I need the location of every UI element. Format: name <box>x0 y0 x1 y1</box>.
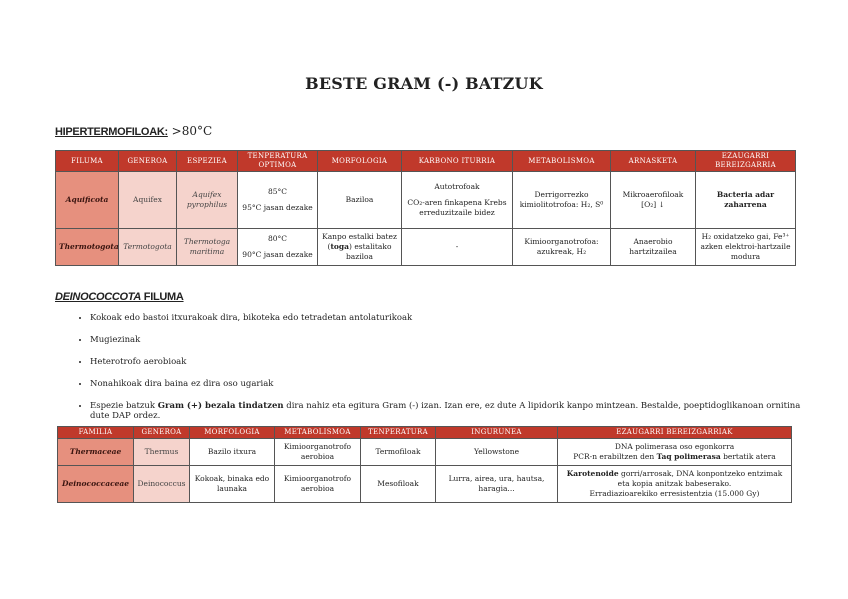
ezaugarria-line2-end: bertatik atera <box>720 452 776 461</box>
cell-familia: Deinococcaceae <box>58 466 134 503</box>
deinococcota-table <box>57 426 792 503</box>
table-header-row <box>56 151 796 172</box>
cell-filuma: Thermotogota <box>56 229 119 266</box>
header-metabolismoa: METABOLISMOA <box>513 151 611 172</box>
cell-morfologia <box>318 229 402 266</box>
cell-ezaugarria: H₂ oxidatzeko gai, Fe³⁺ azken elektroi-hartzaile modura <box>696 229 796 266</box>
arnasketa-type: Mikroaerofiloak <box>622 190 684 199</box>
morfologia-text: Kanpo estalki batez ( <box>322 232 397 251</box>
ezaugarria-bold: Karotenoide <box>566 469 619 478</box>
cell-metabolismoa: Kimioorganotrofo aerobioa <box>275 466 361 503</box>
cell-karbono <box>402 172 513 229</box>
header-generoa: GENEROA <box>134 427 190 439</box>
table-row <box>56 229 796 266</box>
morfologia-text-end: ) estalitako baziloa <box>345 242 392 261</box>
table-row <box>56 172 796 229</box>
ezaugarria-bold: Taq polimerasa <box>656 452 721 461</box>
bullet-bold: Gram (+) bezala tindatzen <box>157 401 284 411</box>
list-item: • Kokoak edo bastoi itxurakoak dira, bikoteka edo tetradetan antolaturikoak <box>90 313 820 323</box>
header-espeziea: ESPEZIEA <box>177 151 238 172</box>
header-generoa: GENEROA <box>119 151 177 172</box>
cell-metabolismoa: Kimioorganotrofoa: azukreak, H₂ <box>513 229 611 266</box>
cell-tenperatura: Termofiloak <box>361 439 436 466</box>
list-item: • Heterotrofo aerobioak <box>90 357 820 367</box>
cell-generoa: Aquifex <box>119 172 177 229</box>
header-ezaugarria: EZAUGARRI BEREIZGARRIA <box>696 151 796 172</box>
header-tenperatura: TENPERATURA OPTIMOA <box>238 151 318 172</box>
header-morfologia: MORFOLOGIA <box>190 427 275 439</box>
ezaugarria-line1: DNA polimerasa oso egonkorra <box>614 442 735 451</box>
cell-familia: Thermaceae <box>58 439 134 466</box>
cell-metabolismoa: Derrigorrezko kimiolitotrofoa: H₂, S⁰ <box>513 172 611 229</box>
cell-generoa: Thermus <box>134 439 190 466</box>
bullet-text: Espezie batzuk <box>90 401 158 411</box>
cell-metabolismoa: Kimioorganotrofo aerobioa <box>275 439 361 466</box>
hipertermofiloak-table <box>55 150 796 266</box>
cell-morfologia: Kokoak, binaka edo launaka <box>190 466 275 503</box>
bullet-list <box>70 313 820 433</box>
ezaugarria-line2: Erradiazioarekiko erresistentzia (15.000 Gy) <box>589 489 760 498</box>
cell-ingurunea: Lurra, airea, ura, hautsa, haragia... <box>436 466 558 503</box>
temp-max: 90°C jasan dezake <box>242 250 313 259</box>
section-hipertermofiloak <box>55 124 212 138</box>
section-value: >80°C <box>171 124 213 138</box>
cell-generoa: Deinococcus <box>134 466 190 503</box>
list-item: • Nonahikoak dira baina ez dira oso ugariak <box>90 379 820 389</box>
list-item: • Mugiezinak <box>90 335 820 345</box>
temp-max: 95°C jasan dezake <box>242 203 313 212</box>
cell-tenperatura: Mesofiloak <box>361 466 436 503</box>
section-label: HIPERTERMOFILOAK: <box>55 126 168 138</box>
temp-optimal: 80°C <box>267 234 288 243</box>
header-filuma: FILUMA <box>56 151 119 172</box>
cell-arnasketa <box>611 172 696 229</box>
header-familia: FAMILIA <box>58 427 134 439</box>
cell-ingurunea: Yellowstone <box>436 439 558 466</box>
arnasketa-detail: [O₂] ↓ <box>641 200 665 209</box>
cell-ezaugarria: Bacteria adar zaharrena <box>696 172 796 229</box>
list-item <box>90 401 820 421</box>
cell-filuma: Aquificota <box>56 172 119 229</box>
karbono-detail: CO₂-aren finkapena Krebs erreduzitzaile bidez <box>407 198 507 217</box>
header-arnasketa: ARNASKETA <box>611 151 696 172</box>
karbono-type: Autotrofoak <box>434 182 480 191</box>
cell-espeziea: Aquifex pyrophilus <box>177 172 238 229</box>
header-ingurunea: INGURUNEA <box>436 427 558 439</box>
cell-morfologia: Baziloa <box>318 172 402 229</box>
section-label-rest: FILUMA <box>141 291 184 303</box>
temp-optimal: 85°C <box>267 187 288 196</box>
cell-tenperatura <box>238 229 318 266</box>
header-tenperatura: TENPERATURA <box>361 427 436 439</box>
bullet-text-end: dira nahiz eta egitura Gram (-) izan. Izan ere, ez dute A lipidorik kanpo mintzean. Bestalde, poeptidoglikanoan ornitina dute DAP ordez. <box>90 401 801 421</box>
cell-generoa: Termotogota <box>119 229 177 266</box>
header-morfologia: MORFOLOGIA <box>318 151 402 172</box>
section-deinococcota <box>55 291 184 303</box>
cell-ezaugarriak <box>558 439 792 466</box>
table-row <box>58 466 792 503</box>
cell-arnasketa: Anaerobio hartzitzailea <box>611 229 696 266</box>
cell-ezaugarriak <box>558 466 792 503</box>
table-row <box>58 439 792 466</box>
cell-espeziea: Thermotoga maritima <box>177 229 238 266</box>
page-title: BESTE GRAM (-) BATZUK <box>305 74 543 93</box>
header-ezaugarriak: EZAUGARRI BEREIZGARRIAK <box>558 427 792 439</box>
cell-tenperatura <box>238 172 318 229</box>
header-metabolismoa: METABOLISMOA <box>275 427 361 439</box>
cell-morfologia: Bazilo itxura <box>190 439 275 466</box>
morfologia-bold: toga <box>330 242 350 251</box>
ezaugarria-line2: PCR-n erabiltzen den <box>573 452 657 461</box>
section-label-italic: DEINOCOCCOTA <box>55 291 142 303</box>
cell-karbono: - <box>402 229 513 266</box>
ezaugarria-line1: gorri/arrosak, DNA konpontzeko entzimak eta kopia anitzak babeserako. <box>617 469 783 488</box>
header-karbono: KARBONO ITURRIA <box>402 151 513 172</box>
table-header-row <box>58 427 792 439</box>
